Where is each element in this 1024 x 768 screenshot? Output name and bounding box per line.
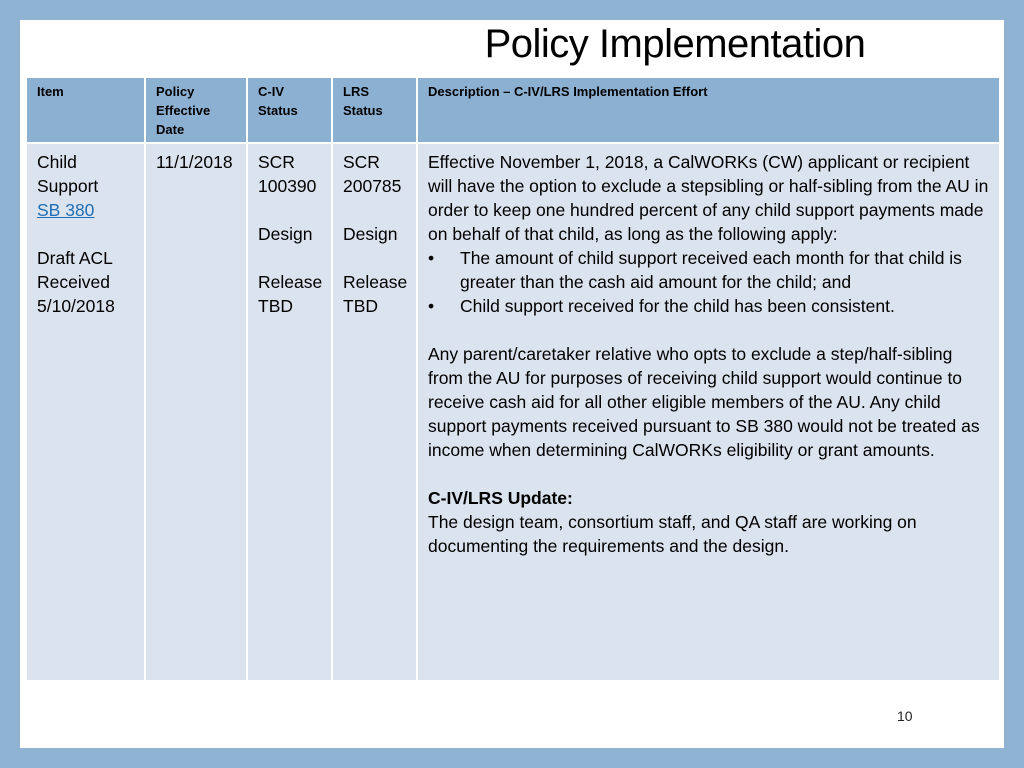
civ-status-cell	[247, 143, 332, 681]
policy-effective-date-cell	[145, 143, 247, 681]
page-title: Policy Implementation	[484, 22, 866, 66]
civ-scr-label: SCR	[258, 152, 295, 172]
header-lrs-status: LRS Status	[332, 77, 417, 143]
civ-scr-number: 100390	[258, 176, 317, 196]
bullet-text: Child support received for the child has been consistent.	[460, 296, 895, 316]
item-line: Child	[37, 152, 77, 172]
item-line: Received	[37, 272, 110, 292]
lrs-status-cell	[332, 143, 417, 681]
update-text: The design team, consortium staff, and QA staff are working on documenting the requirements and the design.	[428, 512, 917, 556]
list-item	[428, 294, 989, 318]
bullet-icon: •	[428, 248, 435, 268]
slide	[20, 20, 1004, 748]
policy-table	[25, 76, 1001, 682]
table-header-row	[26, 77, 1000, 143]
header-civ-status: C-IV Status	[247, 77, 332, 143]
item-line: Draft ACL	[37, 248, 113, 268]
table-row	[26, 143, 1000, 681]
lrs-release-label: Release	[343, 272, 408, 292]
civ-phase: Design	[258, 224, 313, 244]
page-number: 10	[897, 708, 913, 724]
policy-effective-date-value: 11/1/2018	[156, 152, 233, 172]
lrs-scr-label: SCR	[343, 152, 380, 172]
description-paragraph: Any parent/caretaker relative who opts to exclude a step/half-sibling from the AU for purposes of receiving child support would continue to receive cash aid for all other eligible members of the AU. Any child support payments received pursuant to SB 380 would not be treated as income when determining CalWORKs eligibility or grant amounts.	[428, 344, 980, 460]
header-description: Description – C-IV/LRS Implementation Effort	[417, 77, 1000, 143]
sb-380-link[interactable]: SB 380	[37, 200, 95, 220]
header-policy-effective-date: Policy Effective Date	[145, 77, 247, 143]
civ-release-label: Release	[258, 272, 323, 292]
update-heading: C-IV/LRS Update:	[428, 488, 573, 508]
description-cell	[417, 143, 1000, 681]
item-line: Support	[37, 176, 99, 196]
list-item	[428, 246, 989, 294]
lrs-release-value: TBD	[343, 296, 378, 316]
item-cell	[26, 143, 145, 681]
item-line: 5/10/2018	[37, 296, 115, 316]
description-bullet-list	[428, 246, 989, 318]
header-item: Item	[26, 77, 145, 143]
description-intro: Effective November 1, 2018, a CalWORKs (CW) applicant or recipient will have the option to exclude a stepsibling or half-sibling from the AU in order to keep one hundred percent of any child support payments made on behalf of that child, as long as the following apply:	[428, 152, 989, 244]
bullet-text: The amount of child support received each month for that child is greater than the cash aid amount for the child; and	[460, 248, 962, 292]
lrs-scr-number: 200785	[343, 176, 402, 196]
lrs-phase: Design	[343, 224, 398, 244]
civ-release-value: TBD	[258, 296, 293, 316]
bullet-icon: •	[428, 296, 435, 316]
